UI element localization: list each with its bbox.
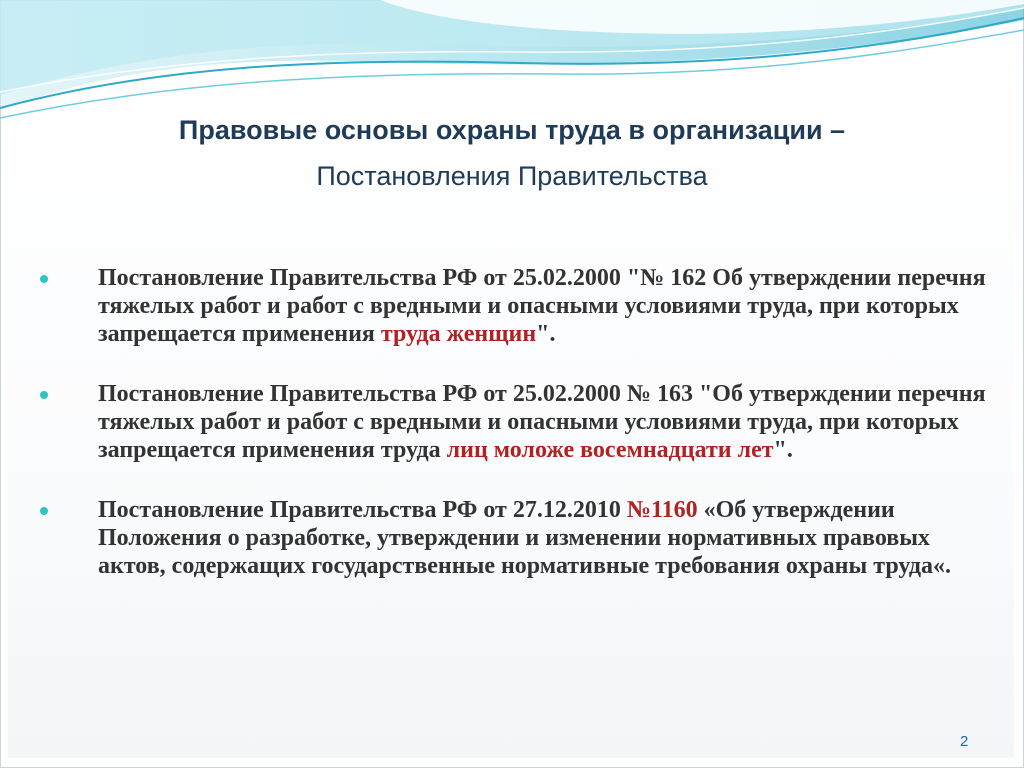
bullet-highlight: №1160 [626,497,698,523]
page-number: 2 [960,733,969,750]
bullet-item-3 [40,496,1000,580]
bullet-text-after: ". [773,437,793,463]
bullet-highlight: труда женщин [380,321,537,347]
bullet-text-before: Постановление Правительства РФ от 25.02.2000 "№ 162 Об утверждении перечня тяжелых работ и работ с вредными и опасными условиями труда, при которых запрещается применения [98,265,986,347]
bullet-dot-icon [40,391,48,399]
bullet-dot-icon [40,507,48,515]
title-line-1: Правовые основы охраны труда в организации – [178,115,846,145]
bullet-text-after: «Об утверждении Положения о разработке, утверждении и изменении нормативных правовых актов, содержащих государственные нормативные требования охраны труда«. [98,497,951,579]
title-line-2: Постановления Правительства [316,161,708,191]
bullet-list [40,264,1000,612]
bullet-highlight: лиц моложе восемнадцати лет [446,437,774,463]
bullet-item-2 [40,380,1000,464]
bullet-text-after: ". [536,321,556,347]
bullet-dot-icon [40,275,48,283]
bullet-text-before: Постановление Правительства РФ от 25.02.2000 № 163 "Об утверждении перечня тяжелых работ и работ с вредными и опасными условиями труда, при которых запрещается применения труда [98,381,986,463]
bullet-item-1 [40,264,1000,348]
header-wave-decoration [0,0,1024,125]
slide-title [0,112,1024,194]
bullet-text-before: Постановление Правительства РФ от 27.12.2010 [98,497,627,523]
